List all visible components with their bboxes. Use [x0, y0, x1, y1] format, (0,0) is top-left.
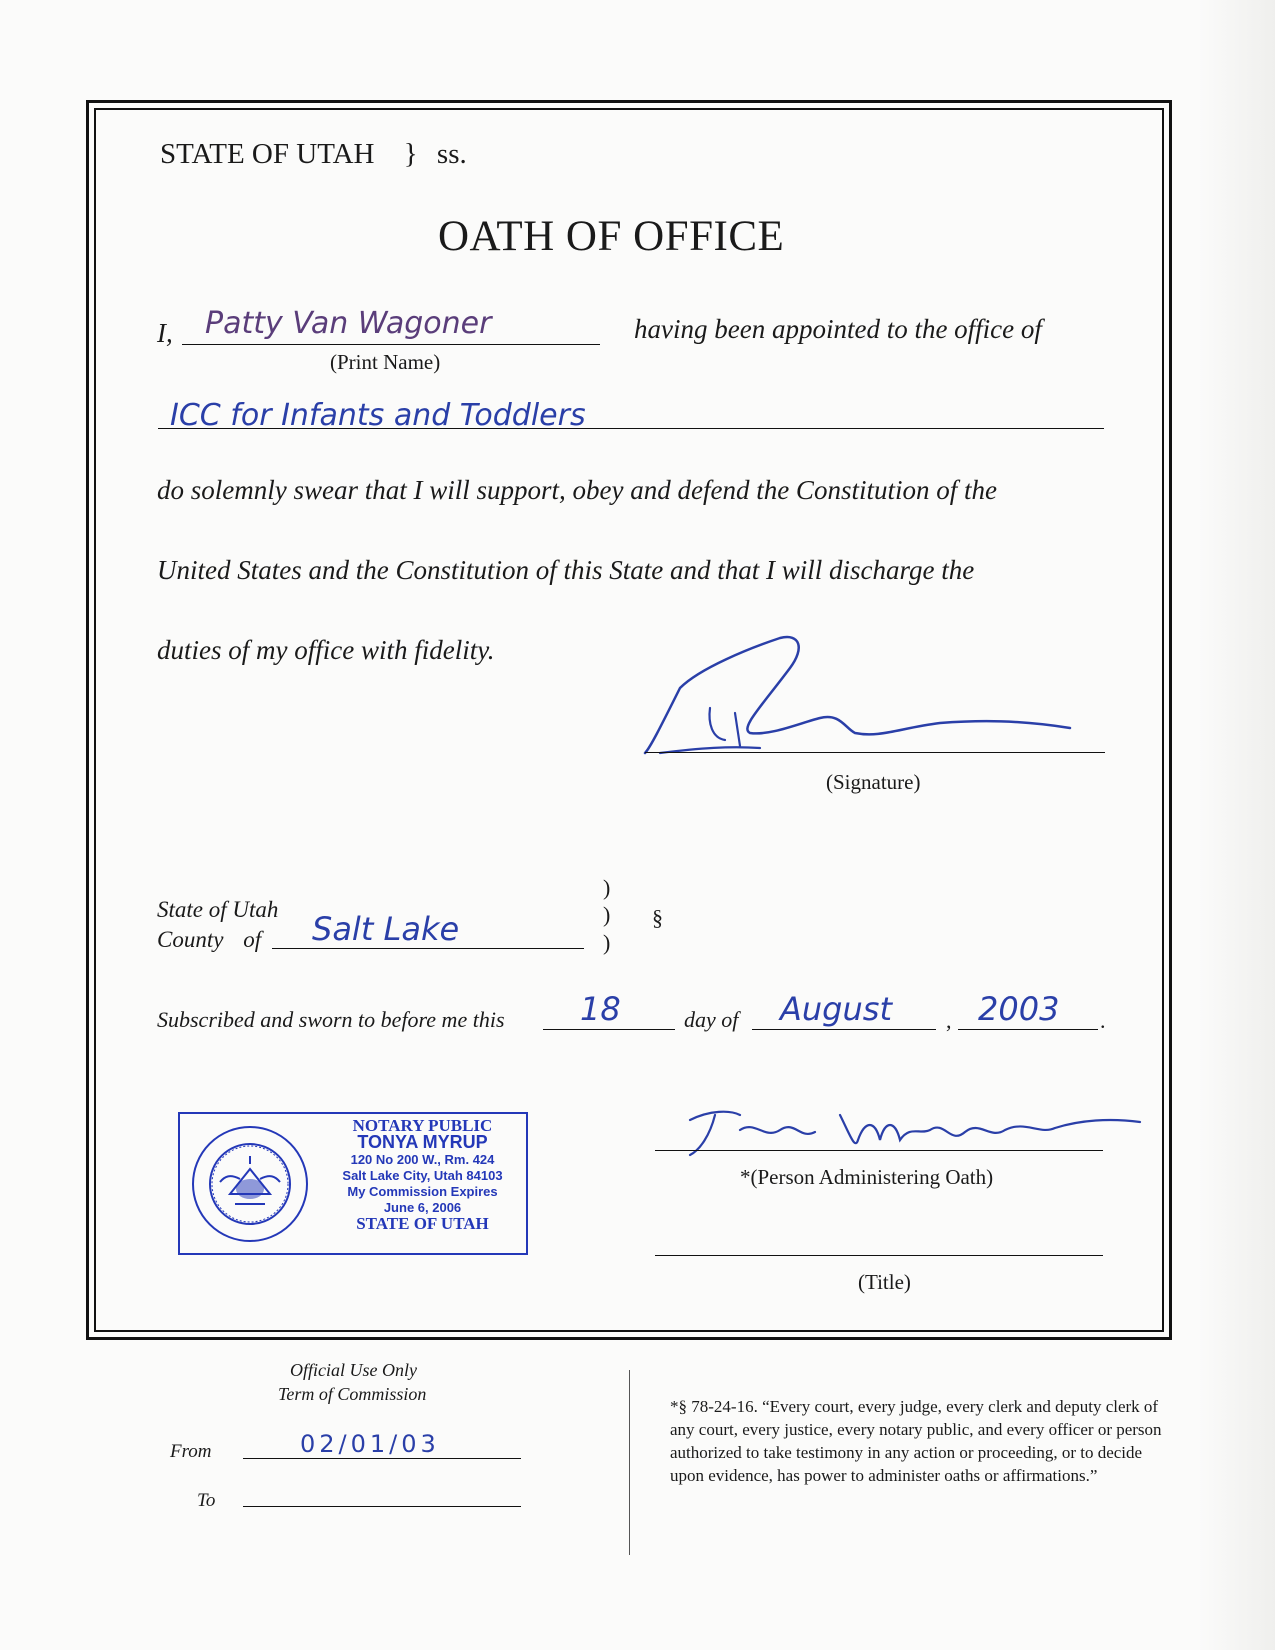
document-title: OATH OF OFFICE	[438, 213, 785, 260]
paren-1: )	[603, 875, 611, 900]
state-seal-icon	[190, 1124, 310, 1244]
sworn-prefix: Subscribed and sworn to before me this	[157, 1007, 505, 1032]
print-name-handwritten: Patty Van Wagoner	[205, 306, 492, 341]
notary-stamp	[178, 1112, 528, 1255]
from-label: From	[170, 1441, 212, 1462]
stamp-line-7: STATE OF UTAH	[356, 1214, 489, 1233]
day-handwritten: 18	[580, 990, 621, 1028]
from-handwritten: 02/01/03	[300, 1430, 440, 1458]
state-label: State of Utah	[157, 897, 279, 922]
appointed-text: having been appointed to the office of	[634, 314, 1042, 344]
county-label: County	[157, 927, 224, 952]
county-handwritten: Salt Lake	[312, 910, 460, 948]
to-label: To	[197, 1490, 216, 1511]
administrator-signature-line	[655, 1150, 1103, 1151]
paren-2: )	[603, 902, 611, 927]
date-comma: ,	[946, 1008, 952, 1033]
stamp-line-4: Salt Lake City, Utah 84103	[342, 1168, 503, 1183]
ss-label: ss.	[436, 138, 467, 170]
county-of: of	[243, 927, 262, 952]
administrator-caption: *(Person Administering Oath)	[740, 1165, 994, 1189]
appointee-prefix: I,	[157, 318, 173, 348]
county-line	[272, 948, 584, 949]
year-line	[958, 1029, 1098, 1030]
title-line	[655, 1255, 1103, 1256]
paren-3: )	[603, 930, 611, 955]
to-line	[243, 1506, 521, 1507]
day-of-label: day of	[684, 1007, 739, 1032]
month-handwritten: August	[780, 990, 892, 1028]
date-period: .	[1100, 1008, 1106, 1033]
stamp-line-1: NOTARY PUBLIC	[352, 1116, 493, 1135]
oath-line-3: duties of my office with fidelity.	[157, 635, 495, 665]
stamp-line-5: My Commission Expires	[347, 1184, 498, 1199]
print-name-line	[182, 344, 600, 345]
oath-line-1: do solemnly swear that I will support, obey and defend the Constitution of the	[157, 475, 997, 505]
signature-handwriting	[640, 628, 1100, 778]
term-heading: Term of Commission	[278, 1384, 427, 1404]
state-line: STATE OF UTAH	[160, 138, 375, 170]
stamp-line-3: 120 No 200 W., Rm. 424	[350, 1152, 495, 1167]
statute-footnote: *§ 78-24-16. “Every court, every judge, every clerk and deputy clerk of any court, every justice, every notary public, and every officer or person authorized to take testimony in any action or proceeding, or to decide upon evidence, has power to administer oaths or affirmations.”	[670, 1397, 1162, 1485]
year-handwritten: 2003	[978, 990, 1060, 1028]
state-heading	[160, 138, 467, 171]
county-label-wrap	[157, 927, 261, 953]
section-symbol: §	[652, 905, 663, 930]
from-line	[243, 1458, 521, 1459]
month-line	[752, 1029, 936, 1030]
title-caption: (Title)	[858, 1270, 911, 1294]
administrator-signature-handwriting	[680, 1090, 1160, 1170]
office-handwritten: ICC for Infants and Toddlers	[170, 398, 586, 433]
signature-line	[645, 752, 1105, 753]
day-line	[543, 1029, 675, 1030]
oath-line-2: United States and the Constitution of this State and that I will discharge the	[157, 555, 975, 585]
official-use-heading: Official Use Only	[290, 1360, 417, 1380]
stamp-text	[320, 1118, 525, 1232]
signature-caption: (Signature)	[826, 770, 921, 794]
brace: }	[403, 138, 418, 170]
stamp-line-6: June 6, 2006	[383, 1200, 462, 1215]
column-divider	[629, 1370, 630, 1555]
stamp-line-2: TONYA MYRUP	[357, 1132, 488, 1152]
print-name-caption: (Print Name)	[330, 350, 441, 374]
